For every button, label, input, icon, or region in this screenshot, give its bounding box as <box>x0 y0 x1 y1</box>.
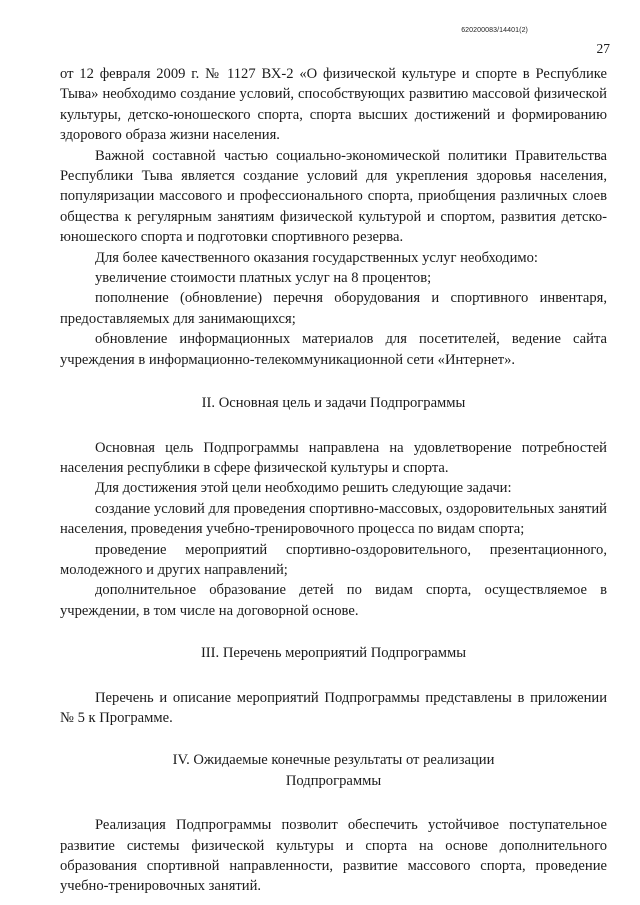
page-number: 27 <box>596 41 610 56</box>
list-item-information: обновление информационных материалов для посетителей, ведение сайта учреждения в информационно-телекоммуникационной сети «Интернет». <box>60 331 607 368</box>
list-item-equipment: пополнение (обновление) перечня оборудования и спортивного инвентаря, предоставляемых для занимающихся; <box>60 290 607 327</box>
paragraph-main-goal: Основная цель Подпрограммы направлена на удовлетворение потребностей населения республики в сфере физической культуры и спорта. <box>60 439 607 476</box>
section-heading-results-line2: Подпрограммы <box>285 772 382 789</box>
list-item-task-education: дополнительное образование детей по видам спорта, осуществляемое в учреждении, в том числе на договорной основе. <box>60 582 607 619</box>
paragraph-social-policy: Важной составной частью социально-экономической политики Правительства Республики Тыва является создание условий для укрепления здоровья населения, популяризации массового и профессионального спорта, приобщения различных слоев общества к регулярным занятиям физической культурой и спортом, развития детско-юношеского спорта и подготовки спортивного резерва. <box>60 147 607 246</box>
list-item-task-events: проведение мероприятий спортивно-оздоровительного, презентационного, молодежного и других направлений; <box>60 541 607 578</box>
section-heading-results-line1: IV. Ожидаемые конечные результаты от реализации <box>172 752 495 769</box>
paragraph-expected-results: Реализация Подпрограммы позволит обеспечить устойчивое поступательное развитие системы физической культуры и спорта на основе дополнительного образования спортивной направленности, развитие массового спорта, проведение учебно-тренировочных занятий. <box>60 817 607 895</box>
section-heading-goals: II. Основная цель и задачи Подпрограммы <box>201 395 466 412</box>
paragraph-measures-list: Перечень и описание мероприятий Подпрограммы представлены в приложении № 5 к Программе. <box>60 689 607 726</box>
paragraph-services-need: Для более качественного оказания государственных услуг необходимо: <box>95 249 538 266</box>
list-item-paid-services: увеличение стоимости платных услуг на 8 процентов; <box>95 270 432 287</box>
section-heading-measures: III. Перечень мероприятий Подпрограммы <box>200 645 467 662</box>
paragraph-intro-continuation: от 12 февраля 2009 г. № 1127 ВХ-2 «О физической культуре и спорте в Республике Тыва» необходимо создание условий, способствующих развитию массовой физической культуры, детско-юношеского спорта, спорта высших достижений и формированию здорового образа жизни населения. <box>60 66 607 144</box>
paragraph-tasks-intro: Для достижения этой цели необходимо решить следующие задачи: <box>95 480 512 497</box>
document-body <box>60 64 607 897</box>
list-item-task-conditions: создание условий для проведения спортивно-массовых, оздоровительных занятий населения, проведения учебно-тренировочного процесса по видам спорта; <box>60 500 607 538</box>
document-id: 620200083/14401(2) <box>461 27 528 34</box>
